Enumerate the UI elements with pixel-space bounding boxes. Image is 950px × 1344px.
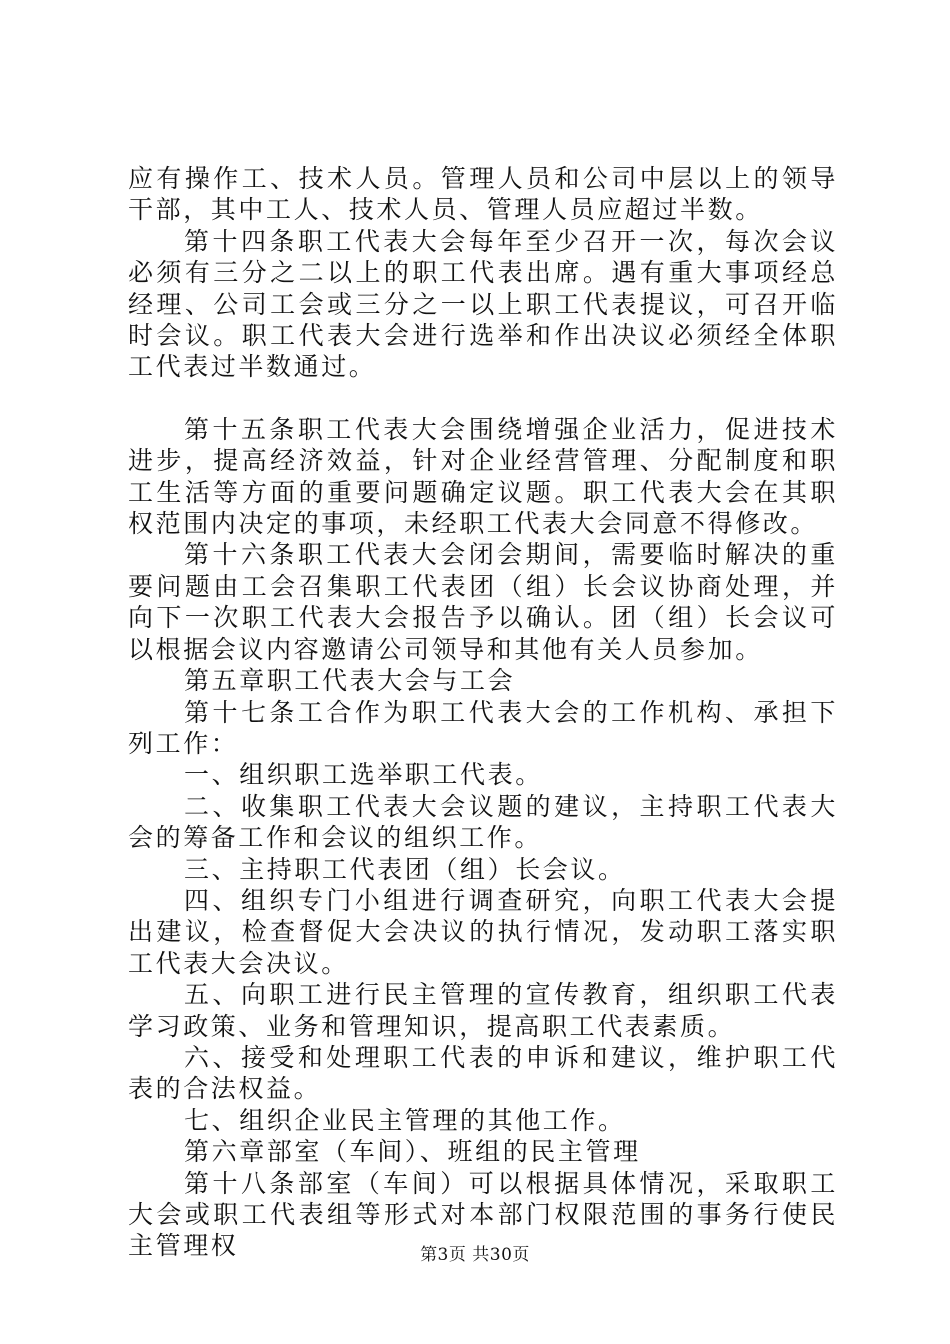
chapter-heading-5: 第五章职工代表大会与工会 <box>184 666 516 696</box>
chapter-heading-6: 第六章部室（车间）、班组的民主管理 <box>184 1137 641 1167</box>
list-item-7: 七、组织企业民主管理的其他工作。 <box>184 1105 626 1135</box>
page-footer: 第3页 共30页 <box>420 1245 530 1265</box>
list-item-2: 二、收集职工代表大会议题的建议，主持职工代表大会的筹备工作和会议的组织工作。 <box>128 791 838 853</box>
paragraph-article-17: 第十七条工合作为职工代表大会的工作机构、承担下列工作： <box>128 697 838 758</box>
list-item-3: 三、主持职工代表团（组）长会议。 <box>184 854 626 884</box>
list-item-4: 四、组织专门小组进行调查研究，向职工代表大会提出建议，检查督促大会决议的执行情况，发动职工落实职工代表大会决议。 <box>128 885 838 978</box>
paragraph-article-15: 第十五条职工代表大会围绕增强企业活力，促进技术进步，提高经济效益，针对企业经营管理、分配制度和职工生活等方面的重要问题确定议题。职工代表大会在其职权范围内决定的事项，未经职工代表大会同意不得修改。 <box>128 414 838 539</box>
paragraph-spacer <box>128 383 838 414</box>
list-item-6: 六、接受和处理职工代表的申诉和建议，维护职工代表的合法权益。 <box>128 1042 838 1104</box>
paragraph-article-16: 第十六条职工代表大会闭会期间，需要临时解决的重要问题由工会召集职工代表团（组）长会议协商处理，并向下一次职工代表大会报告予以确认。团（组）长会议可以根据会议内容邀请公司领导和其他有关人员参加。 <box>128 540 838 664</box>
paragraph-1: 应有操作工、技术人员。管理人员和公司中层以上的领导干部，其中工人、技术人员、管理人员应超过半数。 <box>128 164 838 225</box>
list-item-5: 五、向职工进行民主管理的宣传教育，组织职工代表学习政策、业务和管理知识，提高职工代表素质。 <box>128 980 838 1041</box>
paragraph-article-14: 第十四条职工代表大会每年至少召开一次，每次会议必须有三分之二以上的职工代表出席。遇有重大事项经总经理、公司工会或三分之一以上职工代表提议，可召开临时会议。职工代表大会进行选举和作出决议必须经全体职工代表过半数通过。 <box>128 226 838 382</box>
list-item-1: 一、组织职工选举职工代表。 <box>184 760 543 790</box>
document-body <box>128 163 838 1262</box>
paragraph-article-18: 第十八条部室（车间）可以根据具体情况，采取职工大会或职工代表组等形式对本部门权限范围的事务行使民主管理权 <box>128 1168 838 1261</box>
